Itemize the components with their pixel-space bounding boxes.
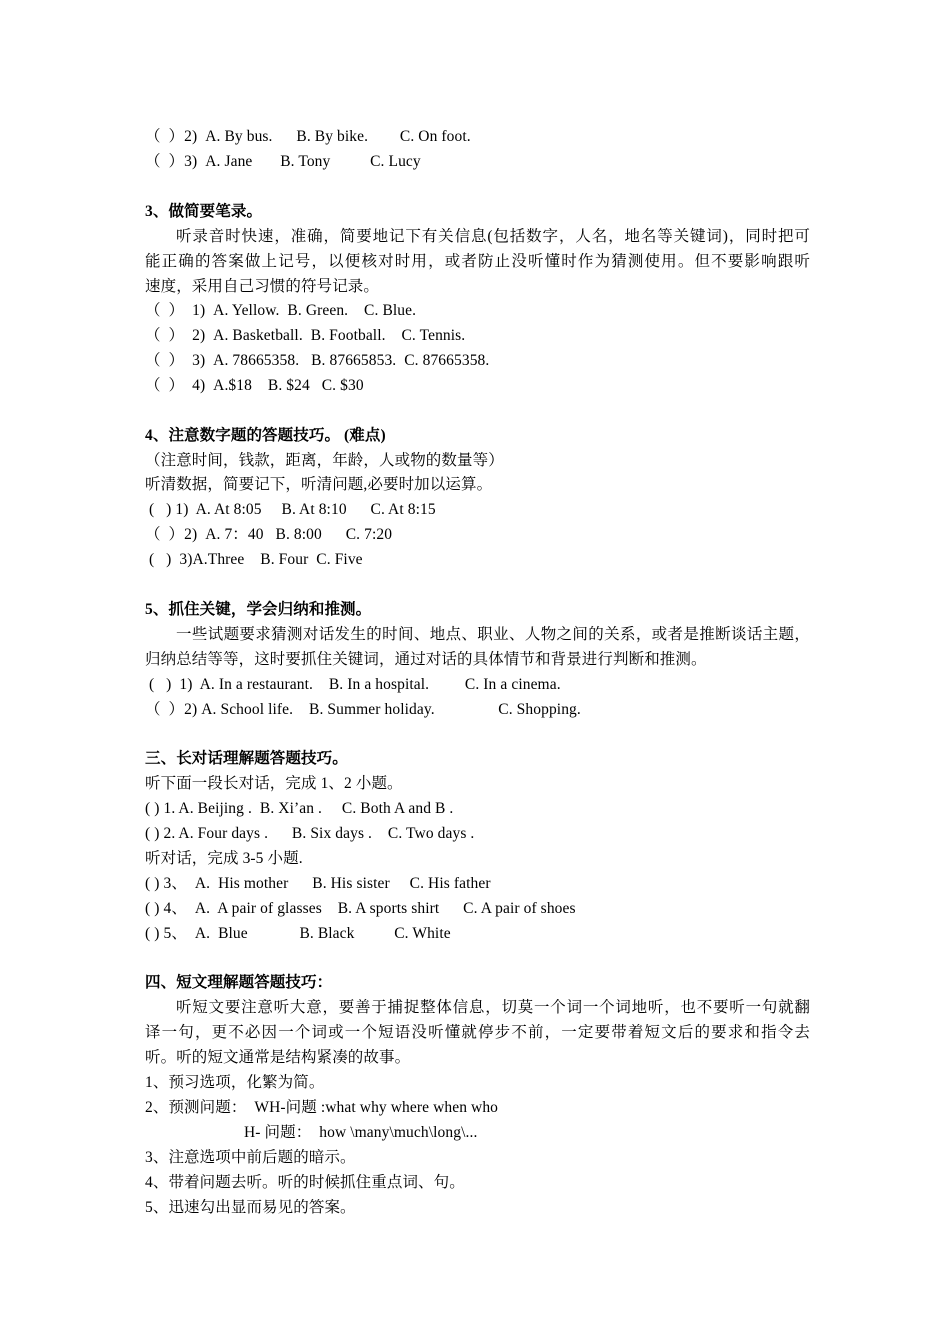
part-4-tip-1: 1、预习选项，化繁为简。 <box>145 1074 325 1091</box>
part-3-question-4: ( ) 4、 A. A pair of glasses B. A sports shirt C. A pair of shoes <box>145 900 576 917</box>
section-4-note: （注意时间，钱款，距离，年龄，人或物的数量等） <box>145 452 504 469</box>
question-3-4: （ ） 4) A.$18 B. $24 C. $30 <box>145 377 364 394</box>
section-5-paragraph-line: 一些试题要求猜测对话发生的时间、地点、职业、人物之间的关系，或者是推断谈话主题， <box>176 626 810 643</box>
section-5-paragraph-line: 归纳总结等等，这时要抓住关键词，通过对话的具体情节和背景进行判断和推测。 <box>145 651 707 668</box>
part-3-heading: 三、长对话理解题答题技巧。 <box>145 750 348 767</box>
part-3-question-5: ( ) 5、 A. Blue B. Black C. White <box>145 925 451 942</box>
question-3-3: （ ） 3) A. 78665358. B. 87665853. C. 87665358. <box>145 352 490 369</box>
part-3-intro: 听下面一段长对话，完成 1、2 小题。 <box>145 775 403 792</box>
question-5-2: （ ）2) A. School life. B. Summer holiday. C. Shopping. <box>145 701 581 718</box>
section-5-heading: 5、抓住关键，学会归纳和推测。 <box>145 601 372 618</box>
part-4-tip-4: 4、带着问题去听。听的时候抓住重点词、句。 <box>145 1174 465 1191</box>
question-2-3: （ ）3) A. Jane B. Tony C. Lucy <box>145 153 421 170</box>
question-4-1: ( ) 1) A. At 8:05 B. At 8:10 C. At 8:15 <box>145 501 436 518</box>
question-2-2: （ ）2) A. By bus. B. By bike. C. On foot. <box>145 128 471 145</box>
question-3-2: （ ） 2) A. Basketball. B. Football. C. Tennis. <box>145 327 466 344</box>
section-3-paragraph-line: 听录音时快速，准确，简要地记下有关信息(包括数字，人名，地名等关键词)，同时把可 <box>176 228 810 245</box>
part-4-tip-5: 5、迅速勾出显而易见的答案。 <box>145 1199 356 1216</box>
part-4-paragraph-line: 译一句，更不必因一个词或一个短语没听懂就停步不前，一定要带着短文后的要求和指令去 <box>145 1024 810 1041</box>
question-5-1: ( ) 1) A. In a restaurant. B. In a hospital. C. In a cinema. <box>145 676 561 693</box>
part-3-intro: 听对话，完成 3-5 小题. <box>145 850 303 867</box>
section-4-tip: 听清数据，简要记下，听清问题,必要时加以运算。 <box>145 476 493 493</box>
part-4-tip-2: 2、预测问题： WH-问题 :what why where when who <box>145 1099 499 1116</box>
question-3-1: （ ） 1) A. Yellow. B. Green. C. Blue. <box>145 302 417 319</box>
part-4-paragraph-line: 听短文要注意听大意，要善于捕捉整体信息，切莫一个词一个词地听，也不要听一句就翻 <box>176 999 810 1016</box>
part-4-tip-3: 3、注意选项中前后题的暗示。 <box>145 1149 356 1166</box>
section-3-paragraph-line: 速度，采用自己习惯的符号记录。 <box>145 278 380 295</box>
question-4-3: ( ) 3)A.Three B. Four C. Five <box>145 551 363 568</box>
part-4-paragraph-line: 听。听的短文通常是结构紧凑的故事。 <box>145 1049 411 1066</box>
part-3-question-1: ( ) 1. A. Beijing . B. Xi’an . C. Both A and B . <box>145 800 454 817</box>
section-3-heading: 3、做简要笔录。 <box>145 203 263 220</box>
question-4-2: （ ）2) A. 7：40 B. 8:00 C. 7:20 <box>145 526 393 543</box>
part-4-heading: 四、短文理解题答题技巧： <box>145 974 333 991</box>
part-4-tip-2-continued: H- 问题： how \many\much\long\... <box>244 1124 478 1141</box>
part-3-question-3: ( ) 3、 A. His mother B. His sister C. His father <box>145 875 491 892</box>
part-3-question-2: ( ) 2. A. Four days . B. Six days . C. Two days . <box>145 825 475 842</box>
section-3-paragraph-line: 能正确的答案做上记号，以便核对时用，或者防止没听懂时作为猜测使用。但不要影响跟听 <box>145 253 810 270</box>
section-4-heading: 4、注意数字题的答题技巧。 (难点) <box>145 427 386 444</box>
